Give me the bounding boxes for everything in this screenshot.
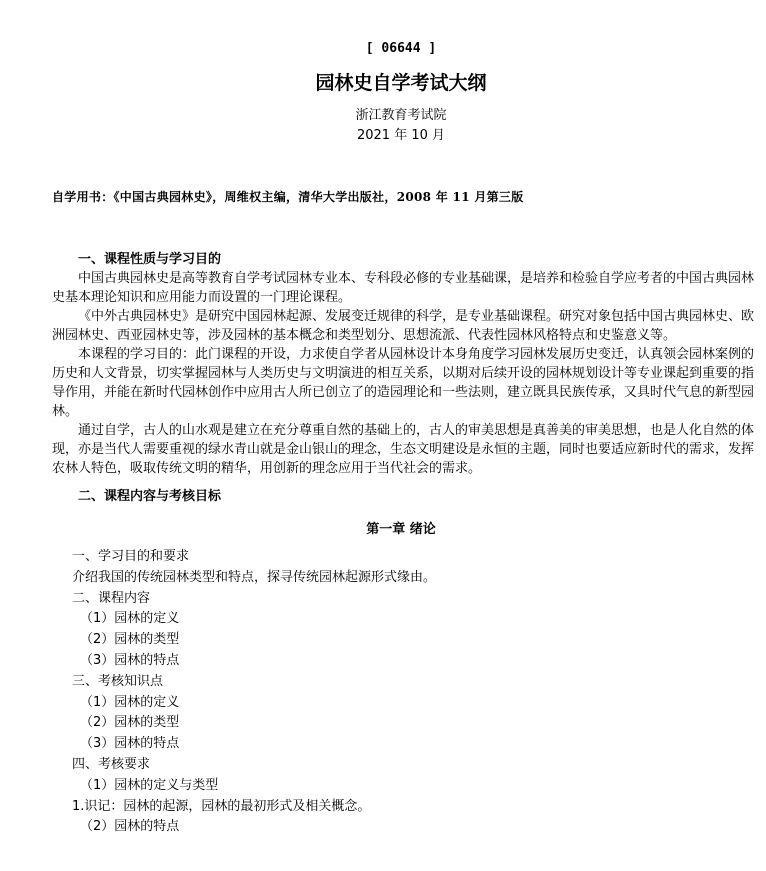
- list-item: （2）园林的类型: [80, 632, 180, 648]
- list-item: （1）园林的定义: [80, 611, 180, 627]
- document-title: 园林史自学考试大纲: [315, 72, 487, 94]
- subheading: 三、考核知识点: [72, 673, 164, 689]
- textbook-reference: 自学用书：《中国古典园林史》，周维权主编，清华大学出版社，2008 年 11 月第三版: [52, 190, 524, 204]
- paragraph: 中国古典园林史是高等教育自学考试园林专业本、专科段必修的专业基础课，是培养和检验自学应考者的中国古典园林史基本理论知识和应用能力而设置的一门理论课程。: [52, 271, 755, 305]
- list-item: （2）园林的特点: [80, 819, 180, 835]
- subheading: 二、课程内容: [72, 590, 151, 606]
- paragraph: 本课程的学习目的：此门课程的开设，力求使自学者从园林设计本身角度学习园林发展历史变迁，认真领会园林案例的历史和人文背景，切实掌握园林与人类历史与文明演进的相互关系，以期对后续开设的园林规划设计等专业课起到重要的指导作用，并能在新时代园林创作中应用古人所已创立了的造园理论和一些法则，建立既具民族传承，又具时代气息的新型园林。: [52, 347, 755, 419]
- subheading: 四、考核要求: [72, 756, 151, 772]
- chapter-title: 第一章 绪论: [366, 522, 436, 537]
- text-line: 介绍我国的传统园林类型和特点，探寻传统园林起源形式缘由。: [72, 569, 437, 585]
- section-content-heading: [52, 487, 754, 506]
- paragraph: 通过自学，古人的山水观是建立在充分尊重自然的基础上的，古人的审美思想是真善美的审美思想，也是人化自然的体现，亦是当代人需要重视的绿水青山就是金山银山的理念，生态文明建设是永恒的主题，同时也要适应新时代的需求，发挥农林人特色，吸取传统文明的精华，用创新的理念应用于当代社会的需求。: [52, 423, 755, 476]
- section-course-nature: [52, 250, 754, 478]
- section-heading: 二、课程内容与考核目标: [78, 489, 222, 504]
- list-item: （1）园林的定义与类型: [80, 777, 219, 793]
- issuing-organization: 浙江教育考试院: [355, 108, 447, 123]
- subheading: 一、学习目的和要求: [72, 549, 190, 564]
- list-item: （3）园林的特点: [80, 736, 180, 752]
- text-line: 1.识记：园林的起源，园林的最初形式及相关概念。: [72, 798, 371, 814]
- list-item: （3）园林的特点: [80, 652, 180, 668]
- issue-date: 2021 年 10 月: [356, 128, 446, 143]
- section-heading: 一、课程性质与学习目的: [78, 252, 222, 267]
- chapter-content: [72, 547, 752, 838]
- list-item: （1）园林的定义: [80, 694, 180, 710]
- list-item: （2）园林的类型: [80, 715, 180, 731]
- course-code: [ 06644 ]: [365, 41, 437, 56]
- paragraph: 《中外古典园林史》是研究中国园林起源、发展变迁规律的科学，是专业基础课程。研究对象包括中国古典园林史、欧洲园林史、西亚园林史等，涉及园林的基本概念和类型划分、思想流派、代表性园林风格特点和史鉴意义等。: [52, 309, 755, 343]
